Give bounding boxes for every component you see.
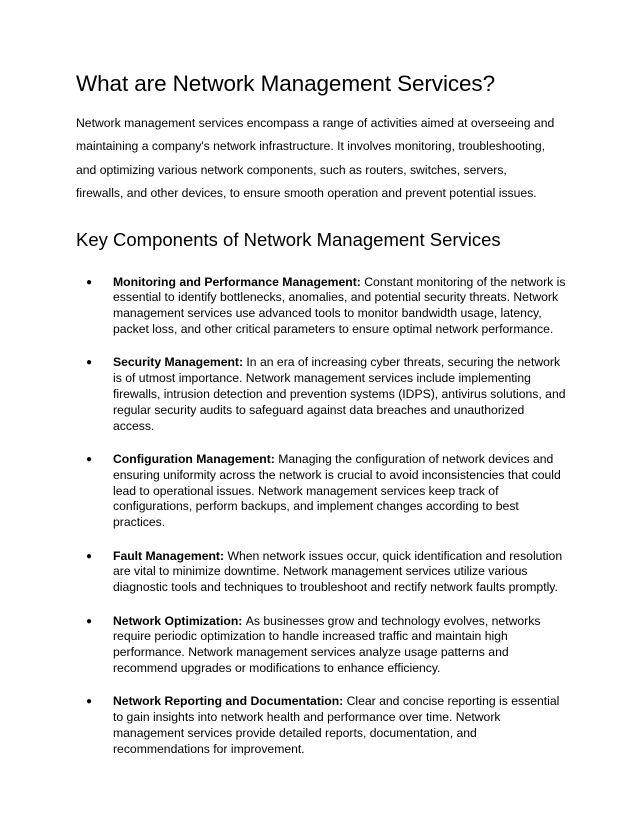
section-heading: Key Components of Network Management Services bbox=[76, 228, 501, 250]
item-title: Configuration Management: bbox=[113, 451, 279, 466]
bullet-icon: ● bbox=[86, 276, 93, 288]
item-title: Network Optimization: bbox=[113, 613, 246, 628]
item-text: Managing the configuration of network devices and ensuring uniformity across the network is crucial to avoid inconsistencies that could lead to operational issues. Network management services keep track of configurations, perform backups, and implement changes according to best practices. bbox=[113, 451, 561, 530]
bullet-icon: ● bbox=[86, 696, 93, 708]
list-item bbox=[76, 275, 566, 338]
item-title: Fault Management: bbox=[113, 548, 228, 563]
list-item bbox=[76, 614, 566, 677]
item-text: In an era of increasing cyber threats, securing the network is of utmost importance. Network management services include implementing firewalls, intrusion detection and prevention systems (IDPS), antivirus solutions, and regular security audits to safeguard against data breaches and unauthorized access. bbox=[113, 355, 566, 433]
bullet-icon: ● bbox=[86, 357, 93, 369]
bullet-icon: ● bbox=[86, 615, 93, 627]
list-item bbox=[76, 355, 566, 434]
bullet-icon: ● bbox=[86, 550, 93, 562]
item-text: As businesses grow and technology evolves, networks require periodic optimization to handle increased traffic and maintain high performance. Network management services analyze usage patterns and recommend upgrades or modifications to enhance efficiency. bbox=[113, 613, 541, 675]
item-title: Security Management: bbox=[113, 355, 247, 370]
bullet-icon: ● bbox=[86, 453, 93, 465]
item-title: Monitoring and Performance Management: bbox=[113, 274, 365, 289]
list-item bbox=[76, 549, 566, 596]
item-text: Constant monitoring of the network is essential to identify bottlenecks, anomalies, and potential security threats. Network management services use advanced tools to monitor bandwidth usage, latency, packet loss, and other critical parameters to ensure optimal network performance. bbox=[113, 274, 566, 337]
item-title: Network Reporting and Documentation: bbox=[113, 694, 347, 709]
list-item bbox=[76, 452, 566, 531]
intro-paragraph: Network management services encompass a range of activities aimed at overseeing and maintaining a company's network infrastructure. It involves monitoring, troubleshooting, and optimizing various network components, such as routers, switches, servers, firewalls, and other devices, to ensure smooth operation and prevent potential issues. bbox=[76, 116, 555, 201]
page-title: What are Network Management Services? bbox=[76, 71, 495, 96]
item-text: Clear and concise reporting is essential to gain insights into network health and performance over time. Network management services provide detailed reports, documentation, and recommendations for improvement. bbox=[113, 694, 560, 756]
item-text: When network issues occur, quick identification and resolution are vital to minimize downtime. Network management services utilize various diagnostic tools and techniques to troubleshoot and rectify network faults promptly. bbox=[113, 548, 563, 595]
list-item bbox=[76, 694, 566, 757]
components-list bbox=[76, 275, 566, 758]
